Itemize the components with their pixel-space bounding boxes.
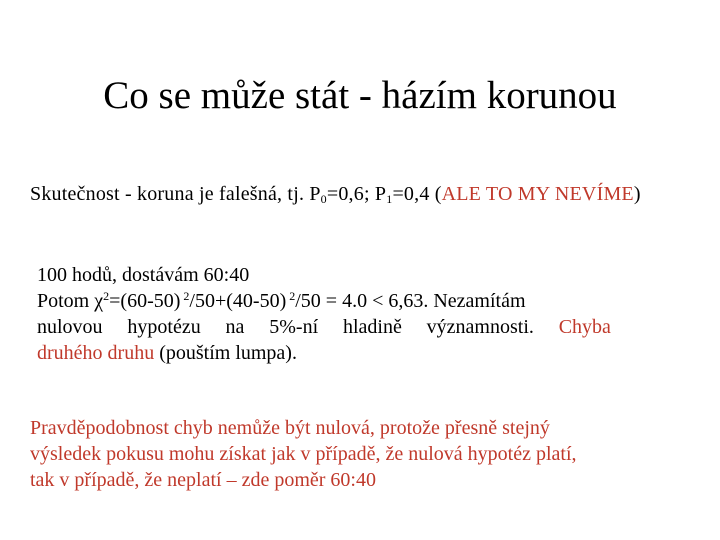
error-type-highlight: druhého druhu — [37, 342, 155, 364]
paragraph-test — [37, 262, 637, 366]
test-line-1: 100 hodů, dostávám 60:40 — [37, 264, 250, 286]
word-error-highlight: Chyba — [558, 316, 611, 338]
reality-text-b: =0,6; P — [326, 183, 387, 205]
chi-symbol: χ — [94, 290, 104, 312]
test-line-4-tail: (pouštím lumpa). — [154, 342, 297, 364]
reality-text-c: =0,4 ( — [392, 183, 442, 205]
word: hladině — [342, 316, 402, 338]
word: na — [225, 316, 245, 338]
test-line-2-d: /50 = 4.0 < 6,63. Nezamítám — [295, 290, 526, 312]
word: 5%-ní — [269, 316, 319, 338]
test-line-2-c: /50+(40-50) — [189, 290, 287, 312]
superscript-2c: 2 — [286, 289, 296, 303]
test-line-2 — [37, 288, 637, 314]
subscript-0: 0 — [320, 192, 327, 206]
test-line-2-a: Potom — [37, 290, 95, 312]
probability-line-2: výsledek pokusu mohu získat jak v případě, že nulová hypotéz platí, — [30, 443, 577, 465]
paragraph-reality — [30, 181, 680, 207]
subscript-1: 1 — [386, 192, 393, 206]
probability-line-1: Pravděpodobnost chyb nemůže být nulová, protože přesně stejný — [30, 417, 550, 439]
reality-highlight: ALE TO MY NEVÍME — [441, 183, 634, 205]
slide-title: Co se může stát - házím korunou — [103, 74, 617, 117]
word: nulovou — [37, 316, 103, 338]
superscript-2a: 2 — [103, 289, 110, 303]
word: významnosti. — [426, 316, 534, 338]
superscript-2b: 2 — [180, 289, 190, 303]
test-line-4 — [37, 340, 637, 366]
reality-text-a: Skutečnost - koruna je falešná, tj. P — [30, 183, 321, 205]
reality-text-d: ) — [633, 183, 641, 205]
probability-line-3: tak v případě, že neplatí – zde poměr 60:40 — [30, 469, 376, 491]
word: hypotézu — [127, 316, 201, 338]
paragraph-probability — [30, 415, 700, 493]
test-line-3 — [37, 314, 611, 340]
test-line-2-b: =(60-50) — [109, 290, 181, 312]
